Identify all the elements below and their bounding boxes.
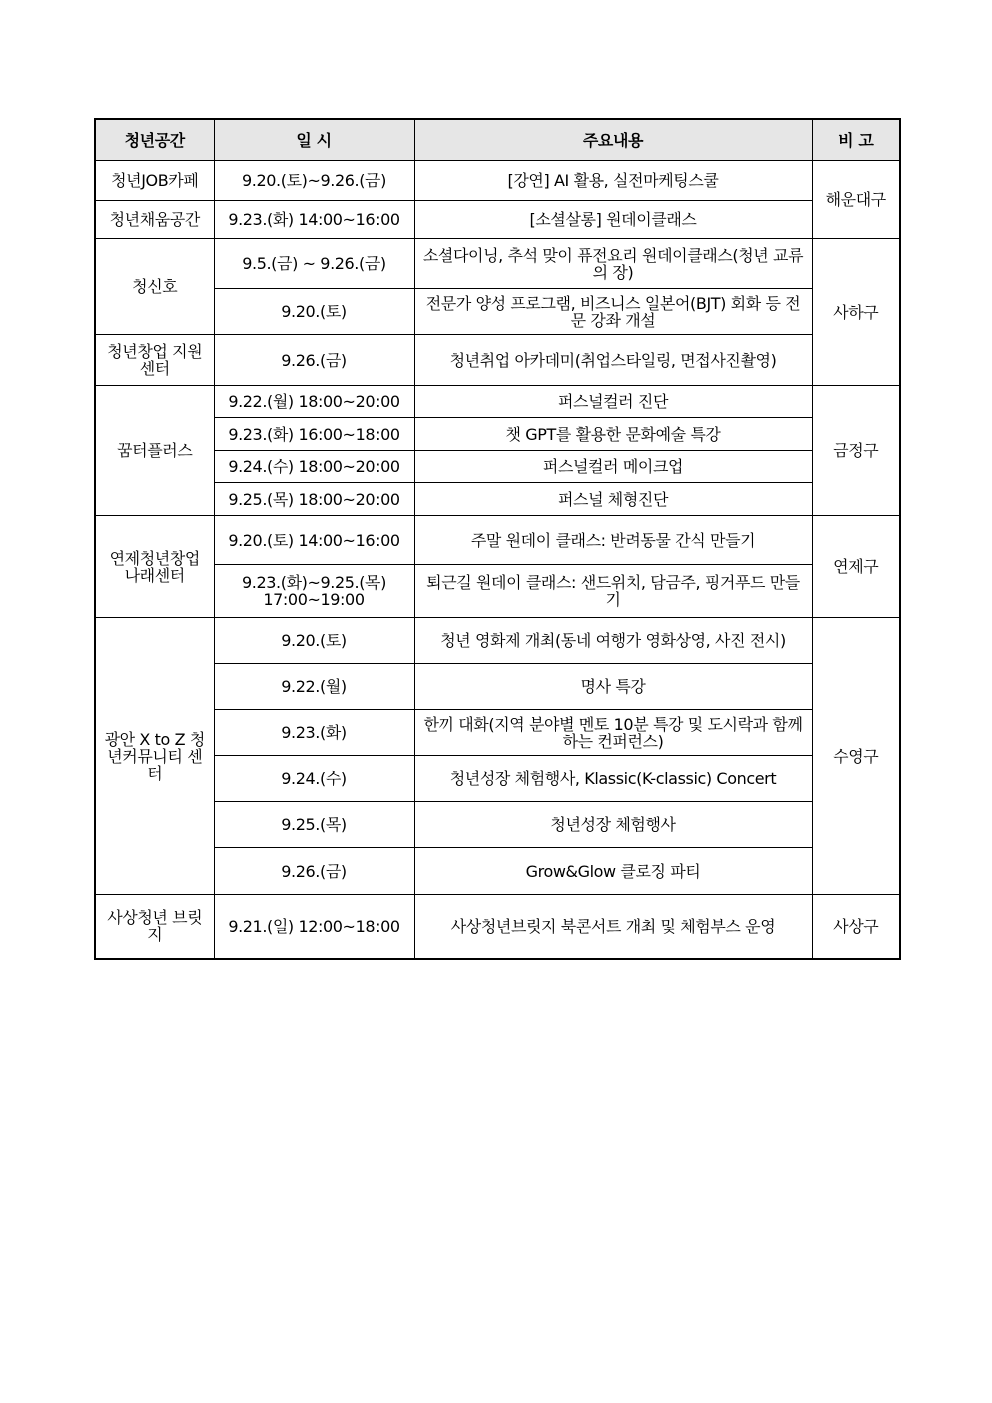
- table-row: [95, 483, 900, 516]
- date-cell: 9.22.(월) 18:00~20:00: [214, 386, 414, 418]
- content-cell: 퍼스널 체형진단: [414, 483, 812, 516]
- district-cell: 금정구: [812, 386, 900, 516]
- content-cell: [강연] AI 활용, 실전마케팅스쿨: [414, 161, 812, 201]
- table-row: [95, 848, 900, 895]
- header-note: 비 고: [812, 119, 900, 161]
- content-cell: 청년취업 아카데미(취업스타일링, 면접사진촬영): [414, 335, 812, 386]
- header-date: 일 시: [214, 119, 414, 161]
- table-row: [95, 516, 900, 565]
- content-cell: 청년성장 체험행사, Klassic(K-classic) Concert: [414, 756, 812, 802]
- content-cell: 명사 특강: [414, 664, 812, 710]
- date-cell: 9.24.(수): [214, 756, 414, 802]
- district-cell: 사상구: [812, 895, 900, 959]
- table-row: [95, 618, 900, 664]
- content-cell: 전문가 양성 프로그램, 비즈니스 일본어(BJT) 회화 등 전문 강좌 개설: [414, 289, 812, 335]
- table-row: [95, 161, 900, 201]
- content-cell: 퍼스널컬러 진단: [414, 386, 812, 418]
- district-cell: 수영구: [812, 618, 900, 895]
- space-cell: 청년창업 지원센터: [95, 335, 214, 386]
- header-space: 청년공간: [95, 119, 214, 161]
- table-row: [95, 756, 900, 802]
- date-cell: 9.22.(월): [214, 664, 414, 710]
- table-row: [95, 895, 900, 959]
- table-row: [95, 386, 900, 418]
- header-content: 주요내용: [414, 119, 812, 161]
- content-cell: Grow&Glow 클로징 파티: [414, 848, 812, 895]
- content-cell: [소셜살롱] 원데이클래스: [414, 201, 812, 239]
- date-cell: 9.23.(화)~9.25.(목) 17:00~19:00: [214, 565, 414, 618]
- table-row: [95, 565, 900, 618]
- content-cell: 청년성장 체험행사: [414, 802, 812, 848]
- content-cell: 한끼 대화(지역 분야별 멘토 10분 특강 및 도시락과 함께하는 컨퍼런스): [414, 710, 812, 756]
- content-cell: 청년 영화제 개최(동네 여행가 영화상영, 사진 전시): [414, 618, 812, 664]
- space-cell: 청년JOB카페: [95, 161, 214, 201]
- content-cell: 소셜다이닝, 추석 맞이 퓨전요리 원데이클래스(청년 교류의 장): [414, 239, 812, 289]
- date-cell: 9.25.(목) 18:00~20:00: [214, 483, 414, 516]
- date-cell: 9.5.(금) ~ 9.26.(금): [214, 239, 414, 289]
- space-cell: 광안 X to Z 청년커뮤니티 센터: [95, 618, 214, 895]
- date-cell: 9.23.(화): [214, 710, 414, 756]
- district-cell: 해운대구: [812, 161, 900, 239]
- content-cell: 퇴근길 원데이 클래스: 샌드위치, 담금주, 핑거푸드 만들기: [414, 565, 812, 618]
- table-row: [95, 289, 900, 335]
- date-cell: 9.23.(화) 16:00~18:00: [214, 418, 414, 451]
- table-row: [95, 239, 900, 289]
- space-cell: 청신호: [95, 239, 214, 335]
- table-row: [95, 418, 900, 451]
- date-cell: 9.20.(토) 14:00~16:00: [214, 516, 414, 565]
- table-row: [95, 710, 900, 756]
- space-cell: 꿈터플러스: [95, 386, 214, 516]
- content-cell: 사상청년브릿지 북콘서트 개최 및 체험부스 운영: [414, 895, 812, 959]
- district-cell: 사하구: [812, 239, 900, 386]
- content-cell: 퍼스널컬러 메이크업: [414, 451, 812, 483]
- date-cell: 9.24.(수) 18:00~20:00: [214, 451, 414, 483]
- date-cell: 9.26.(금): [214, 848, 414, 895]
- table-row: [95, 335, 900, 386]
- date-cell: 9.25.(목): [214, 802, 414, 848]
- table-row: [95, 664, 900, 710]
- space-cell: 사상청년 브릿지: [95, 895, 214, 959]
- date-cell: 9.20.(토): [214, 289, 414, 335]
- schedule-table: [94, 118, 901, 960]
- space-cell: 청년채움공간: [95, 201, 214, 239]
- table-row: [95, 451, 900, 483]
- space-cell: 연제청년창업 나래센터: [95, 516, 214, 618]
- date-cell: 9.21.(일) 12:00~18:00: [214, 895, 414, 959]
- district-cell: 연제구: [812, 516, 900, 618]
- header-row: [95, 119, 900, 161]
- table-row: [95, 802, 900, 848]
- date-cell: 9.20.(토): [214, 618, 414, 664]
- date-cell: 9.20.(토)~9.26.(금): [214, 161, 414, 201]
- table-row: [95, 201, 900, 239]
- date-cell: 9.26.(금): [214, 335, 414, 386]
- date-cell: 9.23.(화) 14:00~16:00: [214, 201, 414, 239]
- content-cell: 챗 GPT를 활용한 문화예술 특강: [414, 418, 812, 451]
- content-cell: 주말 원데이 클래스: 반려동물 간식 만들기: [414, 516, 812, 565]
